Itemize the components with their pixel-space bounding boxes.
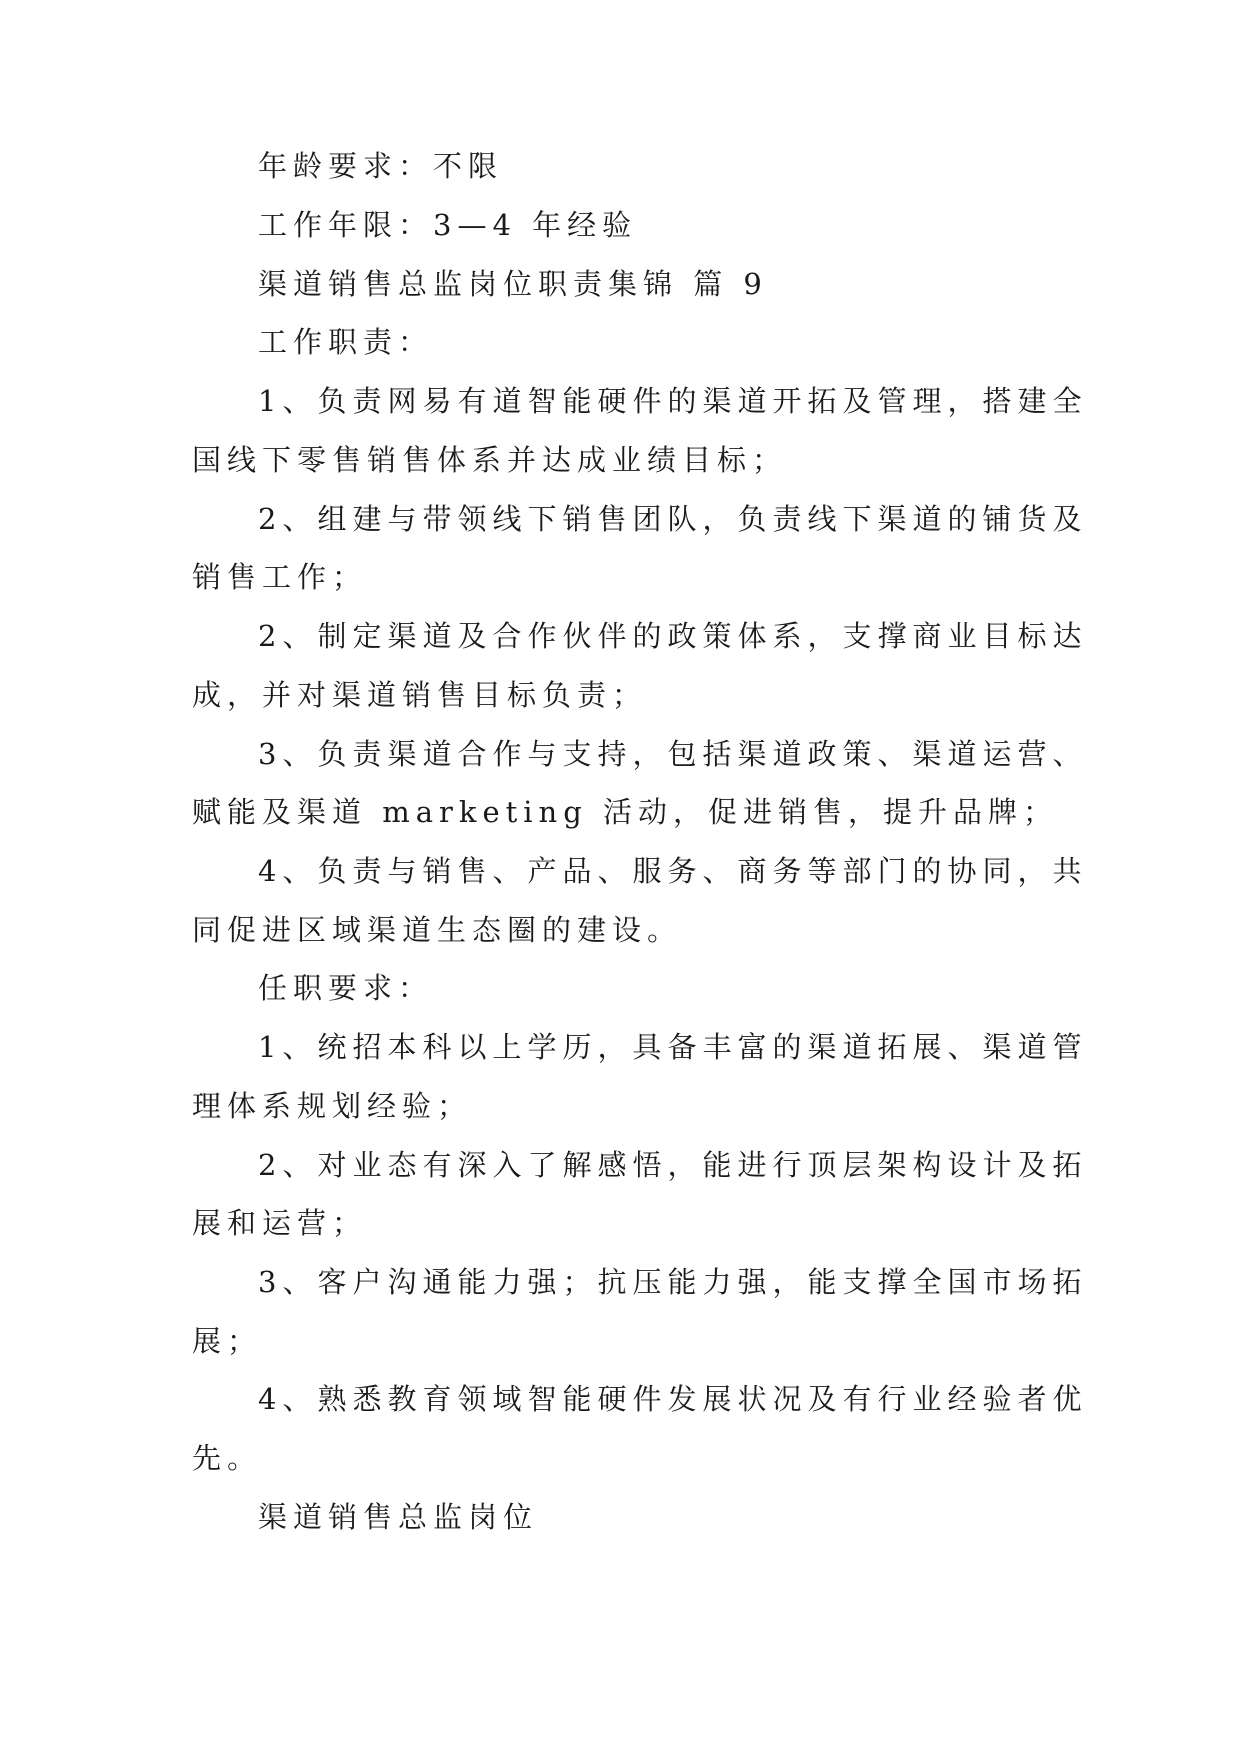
duty-item-1-line-2: 国线下零售销售体系并达成业绩目标；	[192, 443, 788, 477]
duty-item-3-line-2: 成，并对渠道销售目标负责；	[192, 678, 648, 712]
duties-heading: 工作职责：	[258, 325, 434, 359]
duty-item-3-line-1: 2、制定渠道及合作伙伴的政策体系，支撑商业目标达	[258, 619, 1088, 653]
requirement-item-4-line-1: 4、熟悉教育领域智能硬件发展状况及有行业经验者优	[258, 1382, 1088, 1416]
work-years: 工作年限：3—4 年经验	[258, 208, 638, 242]
requirement-item-2-line-2: 展和运营；	[192, 1206, 368, 1240]
requirement-item-3-line-1: 3、客户沟通能力强；抗压能力强，能支撑全国市场拓	[258, 1265, 1088, 1299]
requirement-item-1-line-2: 理体系规划经验；	[192, 1089, 473, 1123]
age-requirement: 年龄要求：不限	[258, 149, 504, 183]
duty-item-5-line-2: 同促进区域渠道生态圈的建设。	[192, 913, 683, 947]
duty-item-2-line-1: 2、组建与带领线下销售团队，负责线下渠道的铺货及	[258, 502, 1088, 536]
requirement-item-2-line-1: 2、对业态有深入了解感悟，能进行顶层架构设计及拓	[258, 1148, 1088, 1182]
duty-item-1-line-1: 1、负责网易有道智能硬件的渠道开拓及管理，搭建全	[258, 384, 1088, 418]
duty-item-4-line-2: 赋能及渠道 marketing 活动，促进销售，提升品牌；	[192, 795, 1058, 829]
section-heading: 渠道销售总监岗位职责集锦 篇 9	[258, 267, 768, 301]
requirement-item-1-line-1: 1、统招本科以上学历，具备丰富的渠道拓展、渠道管	[258, 1030, 1088, 1064]
duty-item-2-line-2: 销售工作；	[192, 560, 368, 594]
requirements-heading: 任职要求：	[258, 971, 434, 1005]
duty-item-4-line-1: 3、负责渠道合作与支持，包括渠道政策、渠道运营、	[258, 737, 1088, 771]
trailing-heading: 渠道销售总监岗位	[258, 1500, 539, 1534]
requirement-item-3-line-2: 展；	[192, 1324, 263, 1358]
duty-item-5-line-1: 4、负责与销售、产品、服务、商务等部门的协同，共	[258, 854, 1088, 888]
requirement-item-4-line-2: 先。	[192, 1441, 263, 1475]
